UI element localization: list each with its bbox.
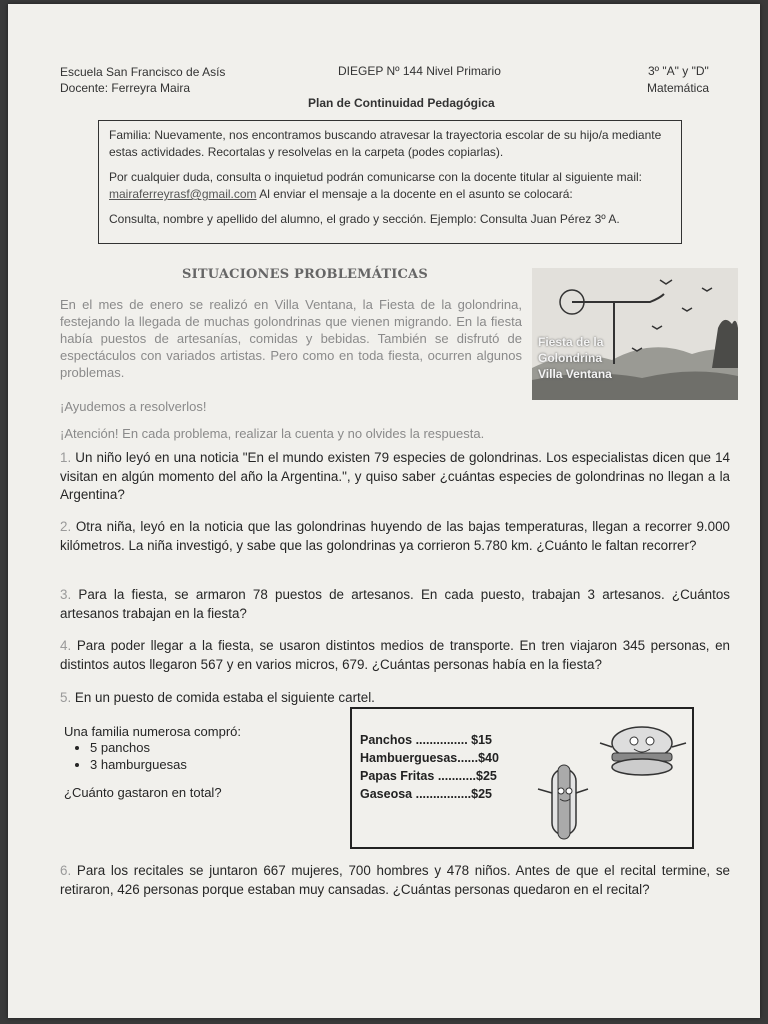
family-notice-box [98,120,682,244]
poster-caption-line-3: Villa Ventana [538,367,612,381]
notice-line-2-text: Por cualquier duda, consulta o inquietud podrán comunicarse con la docente titular al siguiente mail: [109,170,642,184]
problem-number: 5. [60,690,72,705]
grade: 3º "A" y "D" [648,64,709,78]
family-question: ¿Cuánto gastaron en total? [64,785,222,800]
problem-5 [60,689,730,708]
menu-item-papas: Papas Fritas ...........$25 [360,769,497,783]
subject: Matemática [647,81,710,95]
worksheet-page [8,4,760,1018]
notice-line-3: Consulta, nombre y apellido del alumno, el grado y sección. Ejemplo: Consulta Juan Pérez 3º A. [109,212,620,226]
problem-text: En un puesto de comida estaba el siguiente cartel. [74,690,375,705]
problem-text: Otra niña, leyó en la noticia que las golondrinas huyendo de las bajas temperaturas, llegan a recorrer 9.000 kilómetros. La niña investigó, y sabe que las golondrinas ya corrieron 5.780 km. ¿Cuánto le faltan recorrer? [60,519,730,553]
problem-text: Para poder llegar a la fiesta, se usaron distintos medios de transporte. En tren viajaron 345 personas, en distintos autos llegaron 567 y en varios micros, 679. ¿Cuántas personas había en la fiesta? [60,638,730,672]
intro-text: En el mes de enero se realizó en Villa Ventana, la Fiesta de la golondrina, festejando la llegada de muchas golondrinas que vienen migrando. En la fiesta había puestos de artesanías, comidas y bebidas. También se disfrutó de espectáculos con variados artistas. Pero como en toda fiesta, ocurren algunos problemas. [60,297,522,380]
family-intro: Una familia numerosa compró: [64,724,242,739]
menu-item-hamburguesas: Hambuerguesas......$40 [360,751,499,765]
family-purchase [64,724,241,800]
menu-item-panchos: Panchos ............... $15 [360,733,492,747]
problem-number: 1. [60,450,72,465]
problem-6 [60,862,730,899]
problem-text: Para los recitales se juntaron 667 mujeres, 700 hombres y 478 niños. Antes de que el recital termine, se retiraron, 426 personas porque estaban muy cansadas. ¿Cuántas personas quedaron en el recital? [60,863,730,897]
poster-caption-line-2: Golondrina [538,351,602,365]
problem-text: Un niño leyó en una noticia "En el mundo existen 79 especies de golondrinas. Los especialistas dicen que 14 visitan en algún momento del año la Argentina.", y quiso saber ¿cuántas especies de golondrinas no llegan a la Argentina? [60,450,730,502]
intro-help: ¡Ayudemos a resolverlos! [60,399,207,414]
plan-title: Plan de Continuidad Pedagógica [308,96,495,110]
problem-4 [60,637,730,674]
school-name: Escuela San Francisco de Asís [60,65,226,79]
list-item: • 3 hamburguesas [90,756,241,773]
problem-number: 6. [60,863,72,878]
teacher-name: Docente: Ferreyra Maira [60,81,191,95]
section-title: SITUACIONES PROBLEMÁTICAS [182,267,428,282]
intro-attention: ¡Atención! En cada problema, realizar la cuenta y no olvides la respuesta. [60,426,485,441]
problem-2 [60,518,730,555]
problem-number: 3. [60,587,72,602]
poster-caption [538,334,612,382]
notice-line-2-end: Al enviar el mensaje a la docente en el asunto se colocará: [256,187,573,201]
problem-number: 4. [60,638,72,653]
problem-1 [60,449,730,505]
teacher-email-link[interactable]: mairaferreyrasf@gmail.com [109,187,257,201]
festival-poster-image [532,268,738,400]
food-price-sign [350,707,694,849]
problem-text: Para la fiesta, se armaron 78 puestos de artesanos. En cada puesto, trabajan 3 artesanos. ¿Cuántos artesanos trabajan en la fiesta? [60,587,730,621]
menu-item-gaseosa: Gaseosa ................$25 [360,787,493,801]
hotdog-icon [532,763,592,843]
problem-number: 2. [60,519,72,534]
poster-caption-line-1: Fiesta de la [538,335,604,349]
institution: DIEGEP Nº 144 Nivel Primario [338,64,501,78]
notice-line-1: Familia: Nuevamente, nos encontramos buscando atravesar la trayectoria escolar de su hijo/a mediante estas actividades. Recortalas y resolvelas en la carpeta (podes copiarlas). [109,128,662,159]
problem-3 [60,586,730,623]
notice-line-2 [109,169,671,203]
list-item: • 5 panchos [90,739,241,756]
burger-icon [596,723,692,783]
family-items [64,739,241,773]
